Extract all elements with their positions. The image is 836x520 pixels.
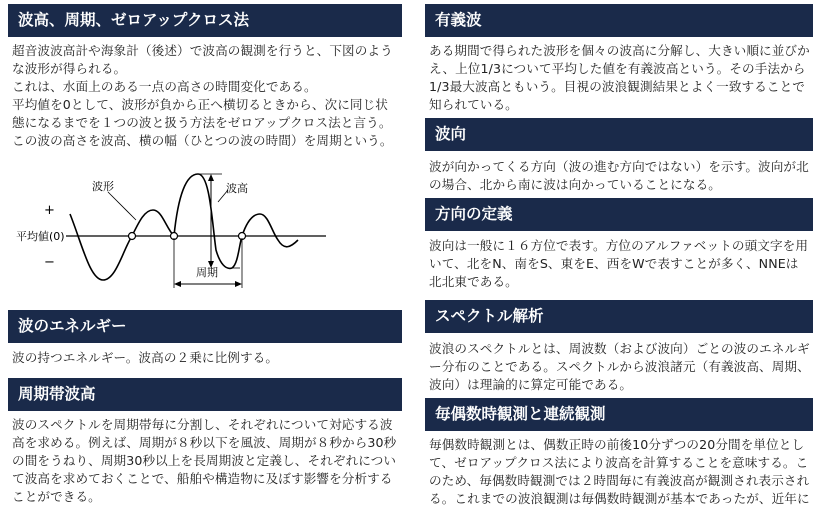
paragraph: 平均値を0として、波形が負から正へ横切るときから、次に同じ状態になるまでを１つの波と扱う方法をゼロアップクロス法と言う。この波の高さを波高、横の幅（ひとつの波の時間）を周期という。 <box>12 97 393 148</box>
section-title: 有義波 <box>435 11 482 29</box>
section-body-direction-definition <box>425 237 813 291</box>
paragraph: 波の持つエネルギー。波高の２乗に比例する。 <box>12 350 279 365</box>
label-period: 周期 <box>196 266 218 279</box>
section-header-significant-wave <box>425 4 813 37</box>
zero-up-cross-diagram <box>8 162 402 302</box>
label-wave: 波形 <box>92 180 114 193</box>
paragraph: 波浪のスペクトルとは、周波数（および波向）ごとの波のエネルギー分布のことである。スペクトルから波浪諸元（有義波高、周期、波向）は理論的に算定可能である。 <box>429 341 810 392</box>
paragraph: 波のスペクトルを周期帯毎に分割し、それぞれについて対応する波高を求める。例えば、周期が８秒以下を風波、周期が８秒から30秒の間をうねり、周期30秒以上を長周期波と定義し、それぞれについて波高を求めておくことで、船舶や構造物に及ぼす影響を分析することができる。 <box>12 417 397 504</box>
paragraph: 波が向かってくる方向（波の進む方向ではない）を示す。波向が北の場合、北から南に波は向かっていることになる。 <box>429 159 809 192</box>
label-mean: 平均値(0) <box>16 230 65 243</box>
section-title: 毎偶数時観測と連続観測 <box>435 405 606 423</box>
section-title: 方向の定義 <box>435 205 513 223</box>
section-header-period-band <box>8 378 402 411</box>
paragraph: 波向は一般に１６方位で表す。方位のアルファベットの頭文字を用いて、北をN、南をS、東をE、西をWで表すことが多く、NNEは北北東である。 <box>429 238 809 289</box>
paragraph: これは、水面上のある一点の高さの時間変化である。 <box>12 79 317 94</box>
section-body-spectrum-analysis <box>425 340 813 394</box>
label-wave-height: 波高 <box>226 182 248 195</box>
crossing-point <box>129 233 136 240</box>
paragraph: 毎偶数時観測とは、偶数正時の前後10分ずつの20分間を単位として、ゼロアップクロス法により波高を計算することを意味する。このため、毎偶数時観測では２時間毎に有義波高が観測され表示される。これまでの波浪観測は毎偶数時観測が基本であったが、近年に <box>429 437 810 506</box>
section-body-wave-direction <box>425 158 813 194</box>
section-header-wave-energy <box>8 310 402 343</box>
label-minus: − <box>44 255 55 270</box>
section-body-observation <box>425 436 813 508</box>
section-title: 波のエネルギー <box>18 317 127 335</box>
section-title: 周期帯波高 <box>18 385 96 403</box>
section-body-wave-energy <box>8 349 402 367</box>
paragraph: 超音波波高計や海象計（後述）で波高の観測を行うと、下図のような波形が得られる。 <box>12 43 393 76</box>
section-header-wave-direction <box>425 118 813 151</box>
section-body-significant-wave <box>425 42 813 114</box>
label-plus: + <box>44 203 55 218</box>
section-header-spectrum-analysis <box>425 300 813 333</box>
section-title: 波高、周期、ゼロアップクロス法 <box>18 11 249 29</box>
paragraph: ある期間で得られた波形を個々の波高に分解し、大きい順に並びかえ、上位1/3について平均した値を有義波高という。その手法から1/3最大波高ともいう。目視の波浪観測結果とよく一致することで知られている。 <box>429 43 810 112</box>
wave-label-leader <box>108 192 136 220</box>
section-header-observation <box>425 398 813 431</box>
section-body-wave-height <box>8 42 402 150</box>
section-title: 波向 <box>435 125 467 143</box>
section-body-period-band <box>8 416 402 506</box>
section-title: スペクトル解析 <box>435 307 544 325</box>
section-header-wave-height <box>8 4 402 37</box>
section-header-direction-definition <box>425 198 813 231</box>
